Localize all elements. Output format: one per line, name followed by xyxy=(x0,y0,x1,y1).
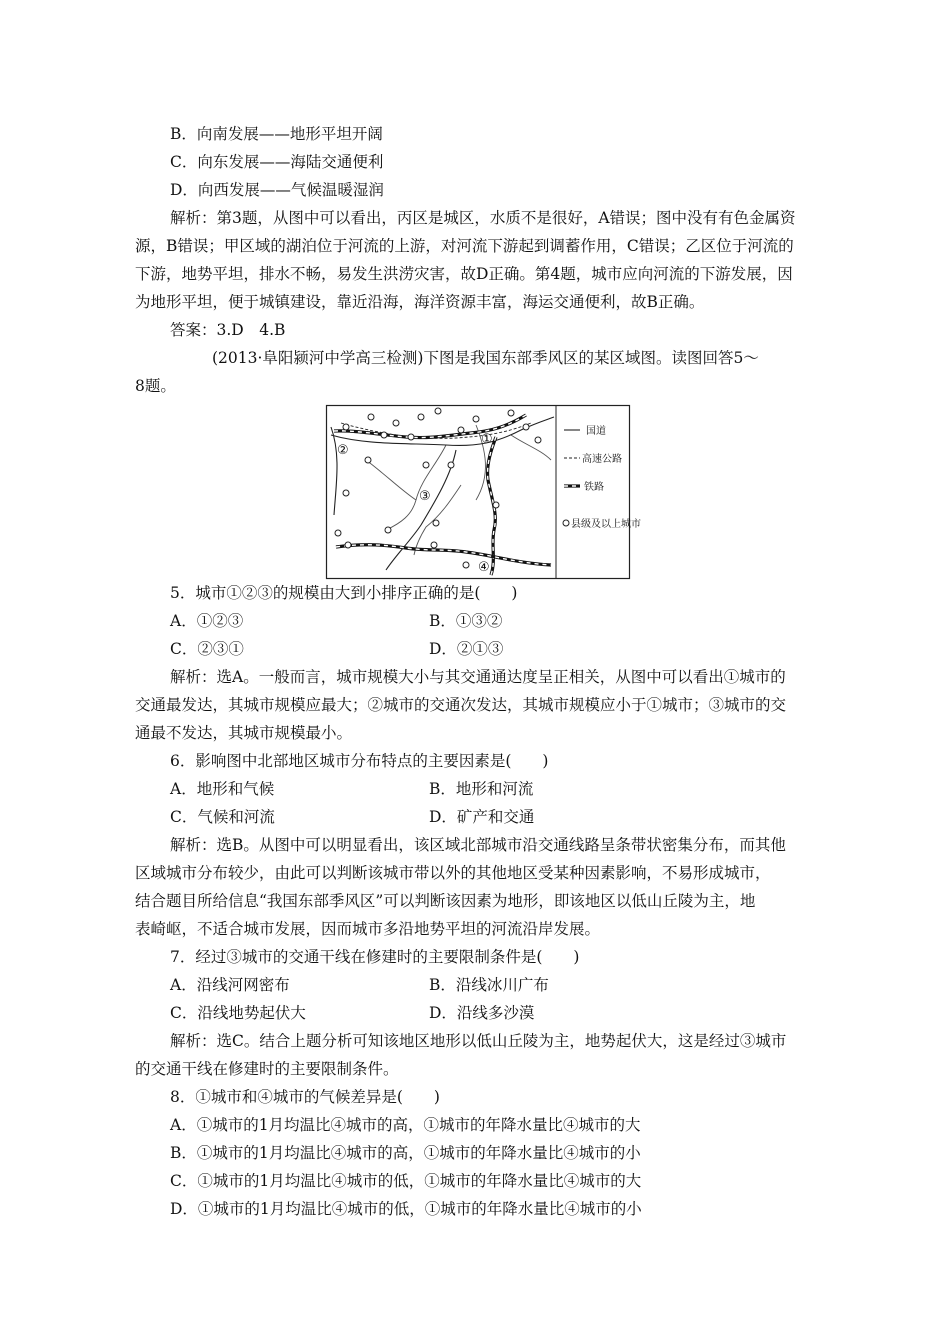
q5-option-b: B．①③② xyxy=(429,612,503,630)
legend-national-road: 国道 xyxy=(586,426,606,437)
q5-stem: 5．城市①②③的规模由大到小排序正确的是( ) xyxy=(170,584,518,602)
analysis-line: 解析：选C。结合上题分析可知该地区地形以低山丘陵为主，地势起伏大，这是经过③城市 xyxy=(170,1032,787,1050)
analysis-line: 结合题目所给信息“我国东部季风区”可以判断该因素为地形，即该地区以低山丘陵为主，地 xyxy=(135,892,756,910)
analysis-line: 交通最发达，其城市规模应最大；②城市的交通次发达，其城市规模应小于①城市；③城市的交 xyxy=(135,696,787,714)
q6-stem: 6．影响图中北部地区城市分布特点的主要因素是( ) xyxy=(170,752,549,770)
q5-option-d: D．②①③ xyxy=(429,640,504,658)
intro-line: 8题。 xyxy=(135,377,176,395)
legend-city-swatch xyxy=(563,520,569,526)
q7-option-c: C．沿线地势起伏大 xyxy=(170,1004,306,1022)
q4-option-c: C．向东发展——海陆交通便利 xyxy=(170,153,384,171)
q7-option-b: B．沿线冰川广布 xyxy=(429,976,549,994)
intro-line: (2013·阜阳颍河中学高三检测)下图是我国东部季风区的某区域图。读图回答5～ xyxy=(212,349,759,367)
legend-railway: 铁路 xyxy=(584,482,604,493)
map-label-2: ② xyxy=(337,443,349,458)
q8-option-a: A．①城市的1月均温比④城市的高，①城市的年降水量比④城市的大 xyxy=(170,1116,641,1134)
map-label-4: ④ xyxy=(478,560,490,575)
q4-option-b: B．向南发展——地形平坦开阔 xyxy=(170,125,383,143)
answer-line: 答案：3.D 4.B xyxy=(170,321,286,339)
analysis-line: 源，B错误；甲区域的湖泊位于河流的上游，对河流下游起到调蓄作用，C错误；乙区位于河流的 xyxy=(135,237,794,255)
analysis-line: 解析：选A。一般而言，城市规模大小与其交通通达度呈正相关，从图中可以看出①城市的 xyxy=(170,668,786,686)
analysis-line: 为地形平坦，便于城镇建设，靠近沿海，海洋资源丰富，海运交通便利，故B正确。 xyxy=(135,293,705,311)
legend-expressway: 高速公路 xyxy=(582,454,622,465)
q8-stem: 8．①城市和④城市的气候差异是( ) xyxy=(170,1088,440,1106)
analysis-line: 区域城市分布较少，由此可以判断该城市带以外的其他地区受某种因素影响，不易形成城市， xyxy=(135,864,771,882)
regional-map-figure xyxy=(326,405,641,579)
q6-option-c: C．气候和河流 xyxy=(170,808,275,826)
analysis-line: 下游，地势平坦，排水不畅，易发生洪涝灾害，故D正确。第4题，城市应向河流的下游发展，因 xyxy=(135,265,793,283)
q8-option-c: C．①城市的1月均温比④城市的低，①城市的年降水量比④城市的大 xyxy=(170,1172,642,1190)
q8-option-d: D．①城市的1月均温比④城市的低，①城市的年降水量比④城市的小 xyxy=(170,1200,642,1218)
q6-option-d: D．矿产和交通 xyxy=(429,808,535,826)
q7-option-d: D．沿线多沙漠 xyxy=(429,1004,535,1022)
analysis-line: 通最不发达，其城市规模最小。 xyxy=(135,724,353,742)
analysis-line: 表崎岖，不适合城市发展，因而城市多沿地势平坦的河流沿岸发展。 xyxy=(135,920,601,938)
q6-option-b: B．地形和河流 xyxy=(429,780,534,798)
analysis-line: 解析：选B。从图中可以明显看出，该区域北部城市沿交通线路呈条带状密集分布，而其他 xyxy=(170,836,786,854)
q4-option-d: D．向西发展——气候温暖湿润 xyxy=(170,181,384,199)
q6-option-a: A．地形和气候 xyxy=(170,780,275,798)
analysis-line: 的交通干线在修建时的主要限制条件。 xyxy=(135,1060,399,1078)
map-label-1: ① xyxy=(481,432,493,447)
q7-stem: 7．经过③城市的交通干线在修建时的主要限制条件是( ) xyxy=(170,948,580,966)
map-label-3: ③ xyxy=(419,489,431,504)
q5-option-a: A．①②③ xyxy=(170,612,244,630)
q5-option-c: C．②③① xyxy=(170,640,244,658)
q7-option-a: A．沿线河网密布 xyxy=(170,976,290,994)
analysis-line: 解析：第3题，从图中可以看出，丙区是城区，水质不是很好，A错误；图中没有有色金属资 xyxy=(170,209,796,227)
legend-city: 县级及以上城市 xyxy=(571,519,641,530)
q8-option-b: B．①城市的1月均温比④城市的高，①城市的年降水量比④城市的小 xyxy=(170,1144,641,1162)
